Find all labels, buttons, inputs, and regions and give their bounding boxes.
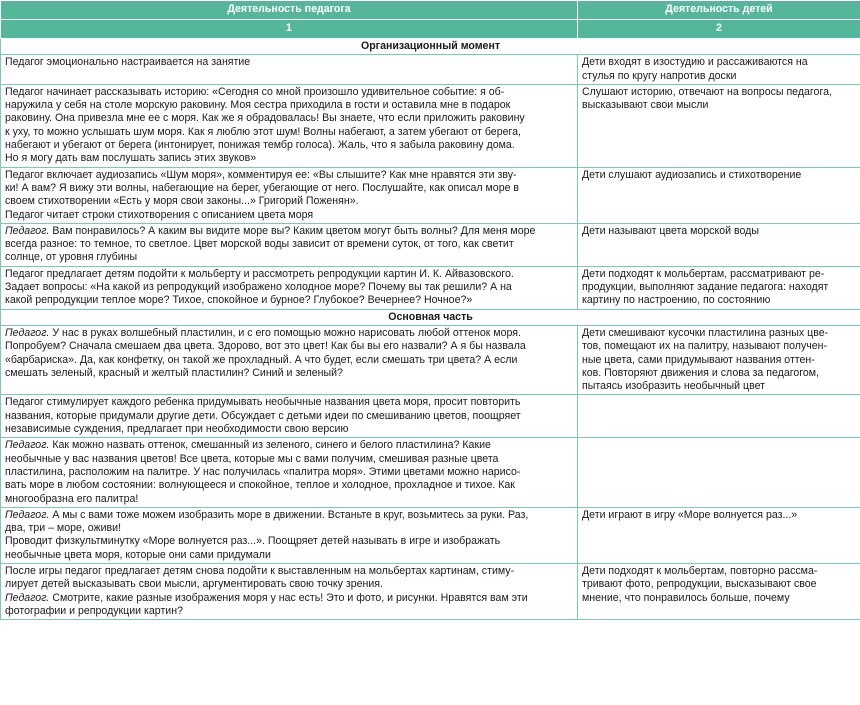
children-activity-cell <box>578 167 860 223</box>
teacher-activity-cell <box>1 563 578 619</box>
text-line: пытаясь изобразить необычный цвет <box>582 380 765 393</box>
section-title-main: Основная часть <box>1 309 860 325</box>
text-line: Педагог стимулирует каждого ребенка придумывать необычные названия цвета моря, просит повторить <box>5 396 521 409</box>
text-line: лирует детей высказывать свои мысли, аргументировать свою точку зрения. <box>5 578 383 591</box>
children-activity-cell <box>578 84 860 167</box>
text-line: Дети играют в игру «Море волнуется раз...» <box>582 508 798 521</box>
text-line: Педагог эмоционально настраивается на занятие <box>5 56 251 69</box>
children-activity-cell <box>578 438 860 507</box>
speaker-label: Педагог. <box>5 508 50 521</box>
text-line: ков. Повторяют движения и слова за педагогом, <box>582 366 819 379</box>
section-row-organizational <box>1 39 860 55</box>
text-line: независимые суждения, предлагает при необходимости свою версию <box>5 423 349 436</box>
text-line: После игры педагог предлагает детям снова подойти к выставленным на мольбертах картинам, стиму- <box>5 564 515 577</box>
text-line <box>5 225 573 238</box>
table-row <box>1 84 860 167</box>
text-line: ки! А вам? Я вижу эти волны, набегающие на берег, убегающие от него. Послушайте, как описал море в <box>5 181 520 194</box>
text-line: Педагог предлагает детям подойти к мольберту и рассмотреть репродукции картин И. К. Айвазовского. <box>5 267 514 280</box>
text-line: Педагог читает строки стихотворения с описанием цвета моря <box>5 208 314 221</box>
column-number-row <box>1 20 860 39</box>
text-line: необычные цвета моря, которые они сами придумали <box>5 548 271 561</box>
text-line: стулья по кругу напротив доски <box>582 69 737 82</box>
text-line: продукции, выполняют задание педагога: находят <box>582 281 829 294</box>
table-row <box>1 395 860 438</box>
text-line: картину по настроению, по состоянию <box>582 294 771 307</box>
text-line: необычные у вас названия цветов! Все цвета, которые мы с вами получим, смешивая разные цвета <box>5 452 499 465</box>
text-line: всегда разное: то темное, то светлое. Цвет морской воды зависит от времени суток, от того, как светит <box>5 238 514 251</box>
speech-text: Как можно назвать оттенок, смешанный из зеленого, синего и белого пластилина? Какие <box>49 439 491 452</box>
text-line <box>5 509 573 522</box>
text-line: пластилина, расположим на палитре. У нас получилась «палитра моря». Этими цветами можно нарисо- <box>5 465 521 478</box>
text-line: солнце, от уровня глубины <box>5 251 138 264</box>
text-line: фотографии и репродукции картин? <box>5 604 183 617</box>
table-row <box>1 325 860 394</box>
children-activity-cell <box>578 55 860 85</box>
children-activity-cell <box>578 395 860 438</box>
teacher-activity-cell <box>1 438 578 507</box>
text-line: тривают фото, репродукции, высказывают свое <box>582 578 817 591</box>
table-row <box>1 507 860 563</box>
speaker-label: Педагог. <box>5 439 50 452</box>
speaker-label: Педагог. <box>5 326 50 339</box>
table-row <box>1 223 860 266</box>
text-line <box>5 439 573 452</box>
text-line: набегают и убегают от берега (интонирует, понижая тембр голоса). Жаль, что я забыла раковину дома. <box>5 139 515 152</box>
text-line: наружила у себя на столе морскую раковину. Моя сестра приходила в гости и оставила мне в подарок <box>5 99 511 112</box>
teacher-activity-cell <box>1 167 578 223</box>
text-line: Попробуем? Сначала смешаем два цвета. Здорово, вот это цвет! Как бы вы его назвали? А я бы назвала <box>5 340 526 353</box>
text-line: многообразна его палитра! <box>5 492 139 505</box>
text-line: смешать зеленый, красный и желтый пластилин? Синий и зеленый? <box>5 366 343 379</box>
table-row <box>1 55 860 85</box>
column-number-1: 1 <box>1 20 578 39</box>
text-line: Педагог начинает рассказывать историю: «Сегодня со мной произошло удивительное событие: я об- <box>5 85 505 98</box>
text-line <box>5 592 573 605</box>
children-activity-cell <box>578 507 860 563</box>
text-line: два, три – море, оживи! <box>5 522 122 535</box>
table-row <box>1 266 860 309</box>
text-line: Дети входят в изостудию и рассаживаются на <box>582 56 808 69</box>
speech-text: У нас в руках волшебный пластилин, и с его помощью можно нарисовать любой оттенок моря. <box>49 326 521 339</box>
text-line: вать море в любом состоянии: волнующееся и спокойное, теплое и холодное, прохладное и тихое. Как <box>5 479 515 492</box>
children-activity-cell <box>578 325 860 394</box>
teacher-activity-cell <box>1 84 578 167</box>
text-line: Дети называют цвета морской воды <box>582 224 759 237</box>
children-activity-cell <box>578 223 860 266</box>
header-teacher-activity: Деятельность педагога <box>1 1 578 20</box>
text-line: Проводит физкультминутку «Море волнуется раз...». Поощряет детей называть в игре и изображать <box>5 535 501 548</box>
teacher-activity-cell <box>1 55 578 85</box>
speaker-label: Педагог. <box>5 591 50 604</box>
teacher-activity-cell <box>1 223 578 266</box>
table-row <box>1 563 860 619</box>
text-line: высказывают свои мысли <box>582 99 709 112</box>
text-line: Но я могу дать вам послушать запись этих звуков» <box>5 152 257 165</box>
table-header-row <box>1 1 860 20</box>
teacher-activity-cell <box>1 507 578 563</box>
text-line: своем стихотворении «Есть у моря свои законы...» Григорий Поженян». <box>5 195 359 208</box>
text-line: мнение, что понравилось больше, почему <box>582 591 790 604</box>
text-line: Дети смешивают кусочки пластилина разных цве- <box>582 326 829 339</box>
speech-text: А мы с вами тоже можем изобразить море в движении. Встаньте в круг, возьмитесь за руки. Раз, <box>49 508 529 521</box>
text-line: Дети слушают аудиозапись и стихотворение <box>582 168 802 181</box>
header-children-activity: Деятельность детей <box>578 1 860 20</box>
children-activity-cell <box>578 266 860 309</box>
section-title-organizational: Организационный момент <box>1 39 860 55</box>
speaker-label: Педагог. <box>5 224 50 237</box>
text-line: «барбариска». Да, как конфетку, он такой же прохладный. А что будет, если смешать три цвета? А если <box>5 353 518 366</box>
text-line: раковину. Она привезла мне ее с моря. Как же я обрадовалась! Вы знаете, что если приложить раковину <box>5 112 525 125</box>
text-line: Задает вопросы: «На какой из репродукций изображено холодное море? Почему вы так решили? А на <box>5 281 512 294</box>
teacher-activity-cell <box>1 395 578 438</box>
table-row <box>1 167 860 223</box>
text-line: ные цвета, сами придумывают названия оттен- <box>582 353 815 366</box>
org-rows <box>1 55 860 309</box>
main-rows <box>1 325 860 619</box>
teacher-activity-cell <box>1 325 578 394</box>
column-number-2: 2 <box>578 20 860 39</box>
text-line: Педагог включает аудиозапись «Шум моря», комментируя ее: «Вы слышите? Как мне нравятся эти зву- <box>5 168 517 181</box>
table-row <box>1 438 860 507</box>
speech-text: Вам понравилось? А каким вы видите море вы? Каким цветом могут быть волны? Для меня море <box>49 224 536 237</box>
text-line: тов, помещают их на палитру, называют получен- <box>582 340 828 353</box>
children-activity-cell <box>578 563 860 619</box>
text-line: названия, которые придумали другие дети. Обсуждает с детьми идеи по смешиванию цветов, поощряет <box>5 409 521 422</box>
text-line: к уху, то можно услышать шум моря. Как я люблю этот шум! Волны набегают, а затем убегают от берега, <box>5 125 521 138</box>
text-line <box>5 327 573 340</box>
text-line: Дети подходят к мольбертам, рассматривают ре- <box>582 267 825 280</box>
text-line: Дети подходят к мольбертам, повторно рассма- <box>582 564 818 577</box>
speech-text: Смотрите, какие разные изображения моря у нас есть! Это и фото, и рисунки. Нравятся вам эти <box>49 591 528 604</box>
text-line: какой репродукции теплое море? Тихое, спокойное и бурное? Глубокое? Вечернее? Ночное?» <box>5 294 473 307</box>
teacher-activity-cell <box>1 266 578 309</box>
text-line: Слушают историю, отвечают на вопросы педагога, <box>582 85 832 98</box>
section-row-main <box>1 309 860 325</box>
